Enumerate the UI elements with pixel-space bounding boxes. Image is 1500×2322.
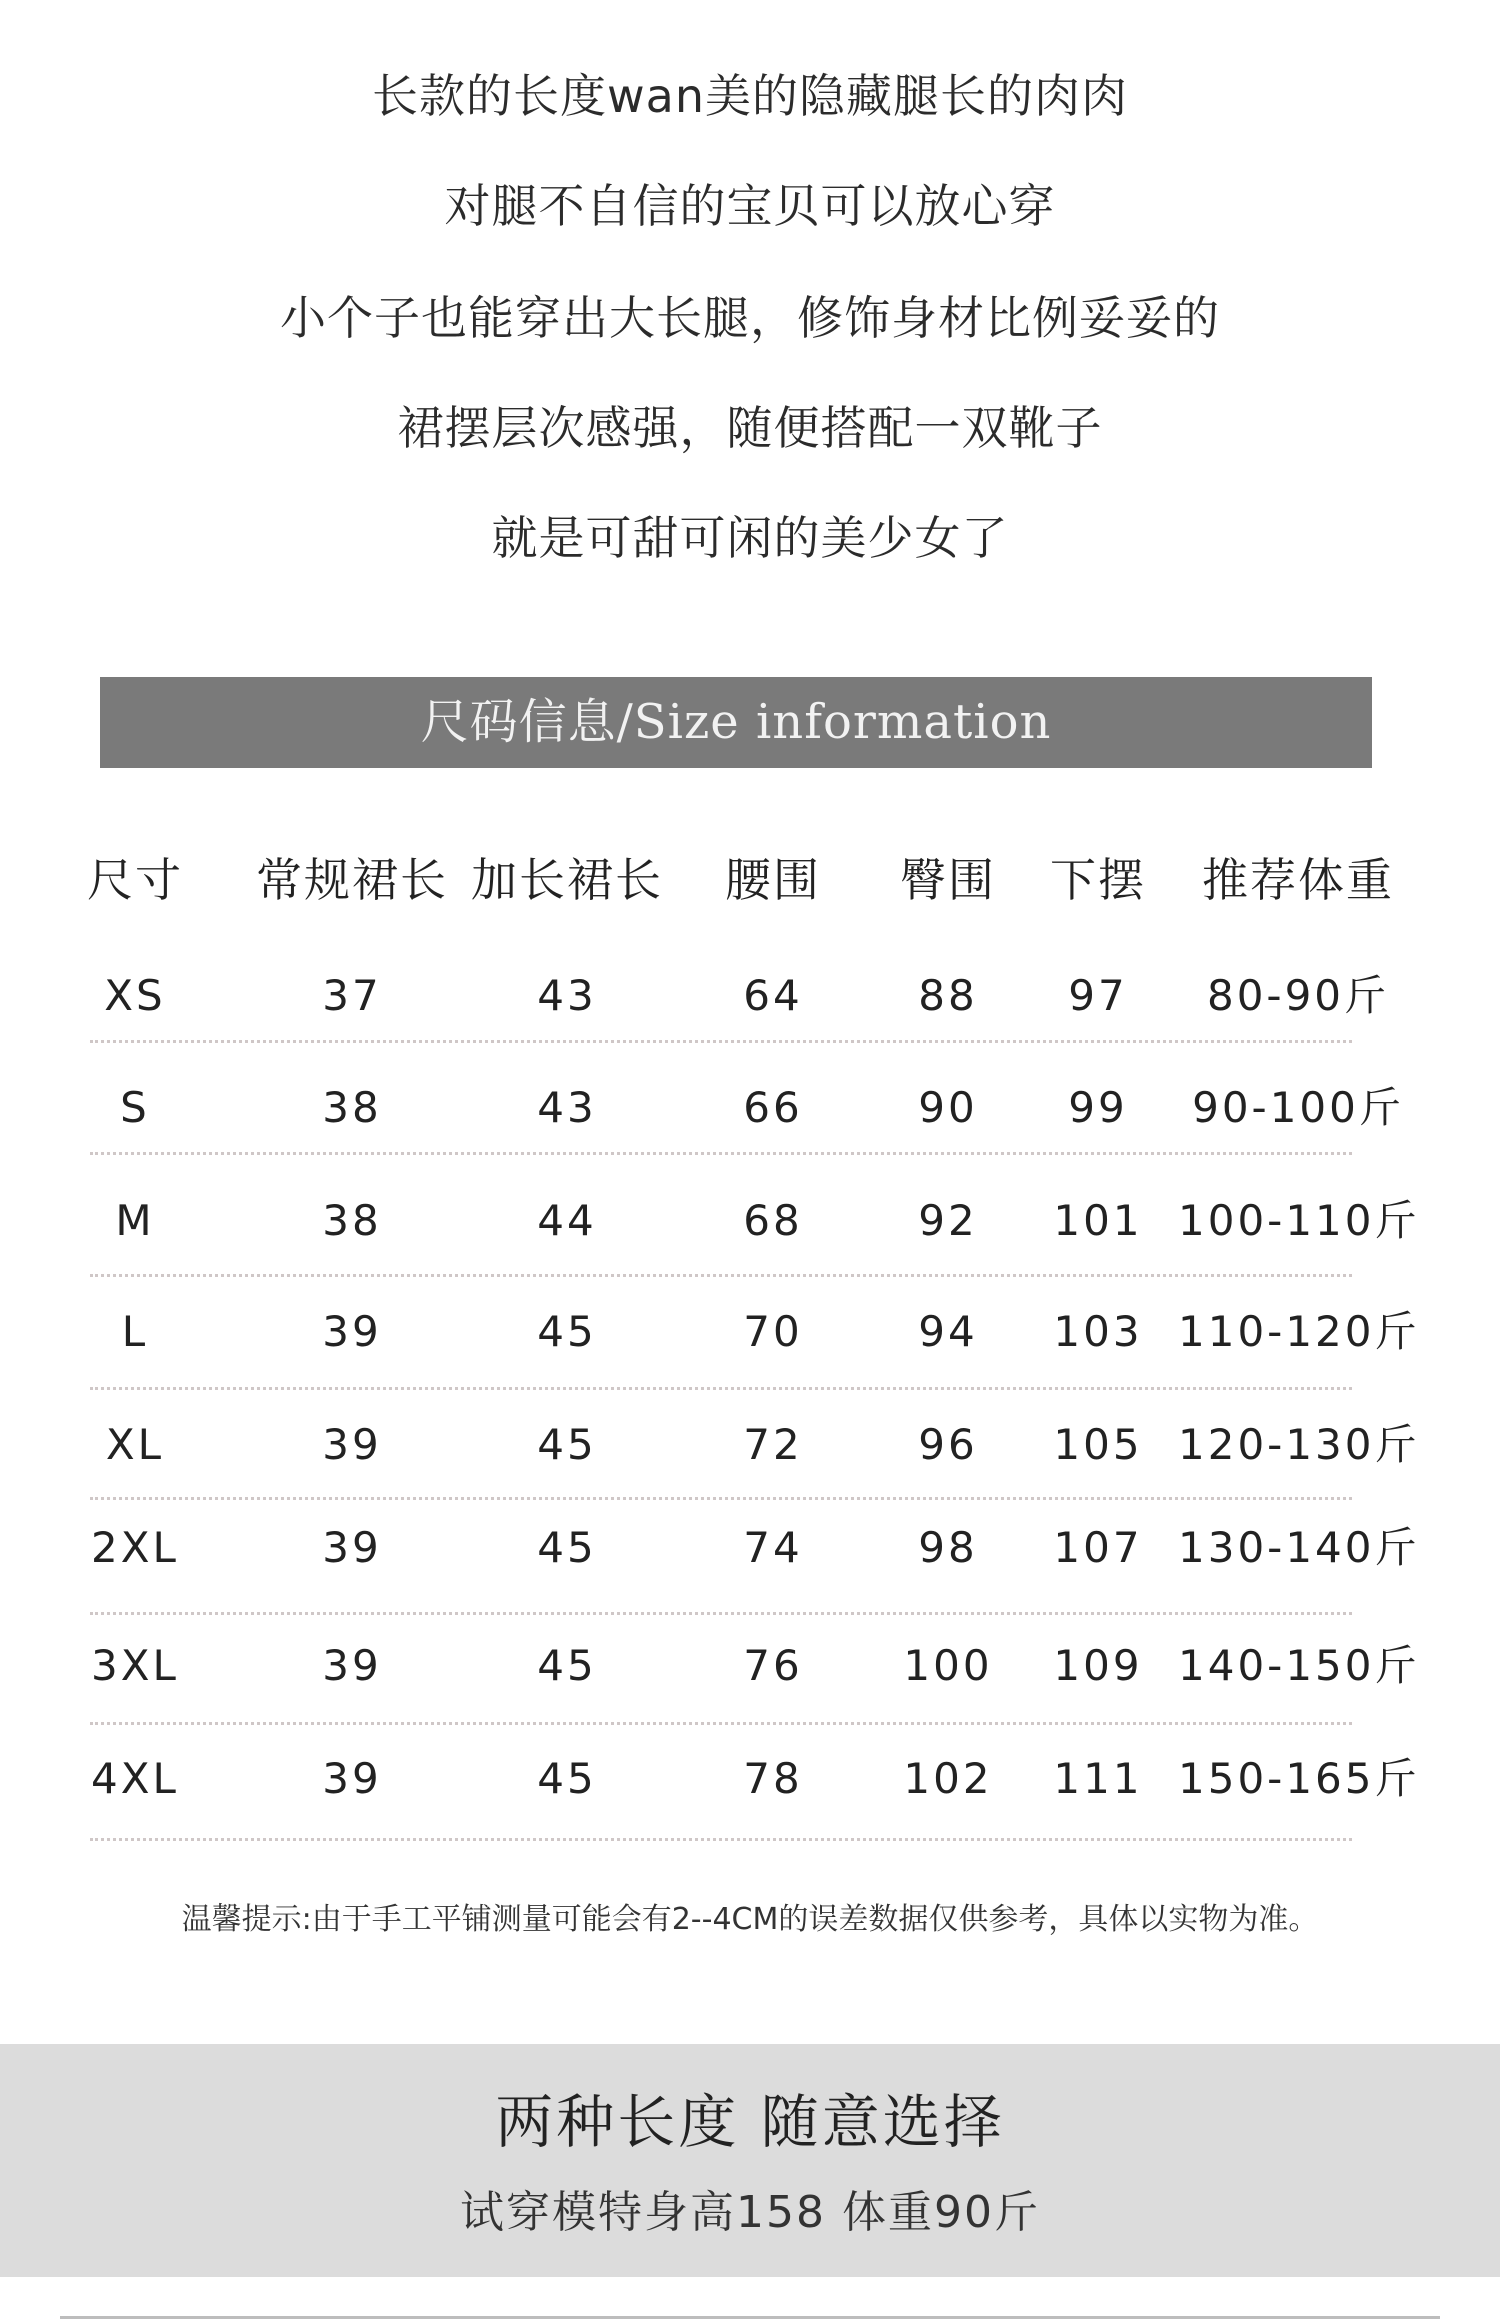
header-hem: 下摆 [1050, 853, 1146, 907]
cell-hip: 102 [903, 1754, 993, 1803]
cell-waist: 66 [743, 1083, 803, 1132]
header-recommended-weight: 推荐体重 [1202, 853, 1394, 907]
cell-long-length: 45 [537, 1523, 597, 1572]
cell-recommended-weight: 130-140斤 [1178, 1523, 1420, 1572]
cell-size: XL [105, 1420, 165, 1469]
cell-regular-length: 39 [322, 1641, 382, 1690]
cell-hip: 100 [903, 1641, 993, 1690]
cell-size: M [115, 1196, 155, 1245]
cell-long-length: 44 [537, 1196, 597, 1245]
intro-line: 长款的长度wan美的隐藏腿长的肉肉 [372, 69, 1128, 123]
cell-regular-length: 39 [322, 1420, 382, 1469]
cell-waist: 72 [743, 1420, 803, 1469]
cell-waist: 68 [743, 1196, 803, 1245]
header-waist: 腰围 [725, 853, 821, 907]
intro-line: 就是可甜可闲的美少女了 [491, 511, 1009, 565]
cell-hip: 96 [918, 1420, 978, 1469]
intro-line: 裙摆层次感强，随便搭配一双靴子 [397, 401, 1103, 455]
cell-hem: 107 [1053, 1523, 1143, 1572]
cell-waist: 64 [743, 971, 803, 1020]
intro-line: 小个子也能穿出大长腿，修饰身材比例妥妥的 [280, 291, 1220, 345]
promo-title: 两种长度 随意选择 [495, 2088, 1005, 2156]
promo-subtitle: 试穿模特身高158 体重90斤 [460, 2187, 1040, 2238]
cell-long-length: 45 [537, 1307, 597, 1356]
cell-size: XS [104, 971, 166, 1020]
cell-hip: 98 [918, 1523, 978, 1572]
cell-size: L [121, 1307, 149, 1356]
cell-hem: 97 [1068, 971, 1128, 1020]
cell-hip: 92 [918, 1196, 978, 1245]
cell-waist: 70 [743, 1307, 803, 1356]
cell-hem: 109 [1053, 1641, 1143, 1690]
row-divider [90, 1722, 1352, 1725]
cell-regular-length: 37 [322, 971, 382, 1020]
cell-recommended-weight: 110-120斤 [1178, 1307, 1420, 1356]
cell-size: 3XL [91, 1641, 179, 1690]
cell-recommended-weight: 150-165斤 [1178, 1754, 1420, 1803]
row-divider [90, 1152, 1352, 1155]
cell-hip: 90 [918, 1083, 978, 1132]
measurement-note: 温馨提示:由于手工平铺测量可能会有2--4CM的误差数据仅供参考，具体以实物为准。 [181, 1902, 1319, 1937]
intro-line: 对腿不自信的宝贝可以放心穿 [444, 179, 1056, 233]
cell-regular-length: 39 [322, 1307, 382, 1356]
cell-hip: 94 [918, 1307, 978, 1356]
cell-waist: 74 [743, 1523, 803, 1572]
header-regular-length: 常规裙长 [256, 853, 448, 907]
row-divider [90, 1387, 1352, 1390]
cell-size: S [120, 1083, 150, 1132]
cell-hem: 105 [1053, 1420, 1143, 1469]
cell-hem: 103 [1053, 1307, 1143, 1356]
header-long-length: 加长裙长 [471, 853, 663, 907]
row-divider [90, 1612, 1352, 1615]
row-divider [90, 1838, 1352, 1841]
cell-recommended-weight: 100-110斤 [1178, 1196, 1420, 1245]
cell-size: 2XL [91, 1523, 179, 1572]
row-divider [90, 1497, 1352, 1500]
cell-size: 4XL [91, 1754, 179, 1803]
cell-waist: 76 [743, 1641, 803, 1690]
header-hip: 臀围 [900, 853, 996, 907]
cell-hem: 111 [1053, 1754, 1143, 1803]
cell-regular-length: 39 [322, 1754, 382, 1803]
cell-recommended-weight: 90-100斤 [1192, 1083, 1404, 1132]
cell-recommended-weight: 120-130斤 [1178, 1420, 1420, 1469]
size-info-banner: 尺码信息/Size information [100, 677, 1372, 768]
cell-hem: 99 [1068, 1083, 1128, 1132]
bottom-divider [60, 2316, 1440, 2319]
cell-long-length: 45 [537, 1641, 597, 1690]
cell-recommended-weight: 80-90斤 [1206, 971, 1390, 1020]
cell-long-length: 45 [537, 1420, 597, 1469]
cell-regular-length: 38 [322, 1083, 382, 1132]
cell-long-length: 43 [537, 971, 597, 1020]
cell-long-length: 45 [537, 1754, 597, 1803]
promo-banner [0, 2044, 1500, 2277]
cell-recommended-weight: 140-150斤 [1178, 1641, 1420, 1690]
header-size: 尺寸 [87, 853, 183, 907]
cell-regular-length: 38 [322, 1196, 382, 1245]
row-divider [90, 1040, 1352, 1043]
row-divider [90, 1274, 1352, 1277]
cell-long-length: 43 [537, 1083, 597, 1132]
cell-hem: 101 [1053, 1196, 1143, 1245]
cell-waist: 78 [743, 1754, 803, 1803]
cell-regular-length: 39 [322, 1523, 382, 1572]
cell-hip: 88 [918, 971, 978, 1020]
